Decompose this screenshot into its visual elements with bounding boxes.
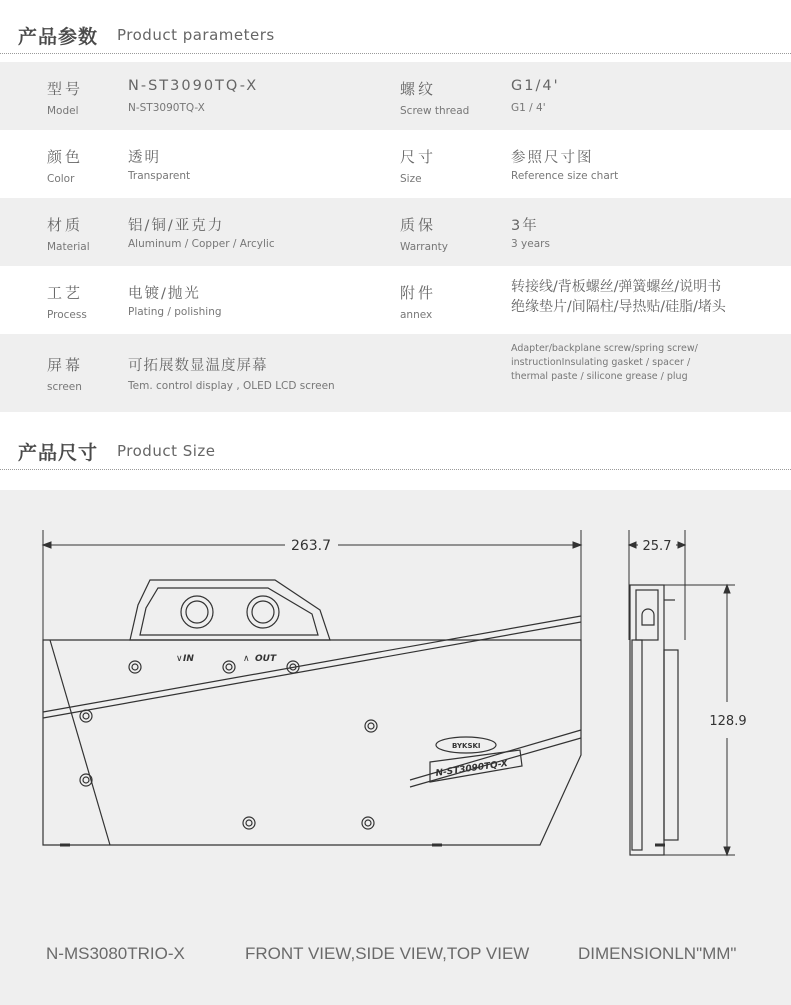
label-cn: 工艺 — [47, 284, 84, 302]
label-cn: 质保 — [400, 216, 437, 234]
value-cn: G1/4' — [511, 78, 560, 94]
value-cn: 透明 — [128, 150, 161, 166]
model-plate-text: N-ST3090TQ-X — [435, 758, 509, 779]
footer-unit: DIMENSIONLN"MM" — [578, 944, 737, 963]
value-en: Reference size chart — [511, 170, 619, 182]
value-en: N-ST3090TQ-X — [128, 102, 205, 114]
width-dimension-label: 263.7 — [290, 538, 332, 554]
label-en: Size — [400, 173, 422, 185]
param-row-model — [0, 62, 791, 130]
size-title-en: Product Size — [117, 442, 216, 460]
label-cn: 螺纹 — [400, 80, 437, 98]
front-view-outline — [43, 580, 581, 845]
side-view-outline — [630, 585, 678, 855]
param-row-material — [0, 198, 791, 266]
params-section-header — [0, 14, 791, 54]
label-en: Model — [47, 105, 79, 117]
label-cn: 材质 — [47, 216, 84, 234]
footer-model: N-MS3080TRIO-X — [46, 944, 185, 963]
value-en: 3 years — [511, 238, 550, 250]
param-row-color — [0, 130, 791, 198]
label-en: Material — [47, 241, 90, 253]
dimension-drawing — [0, 490, 791, 1005]
label-cn: 附件 — [400, 284, 437, 302]
value-en: Tem. control display , OLED LCD screen — [128, 380, 335, 392]
height-dimension-label: 128.9 — [709, 714, 747, 729]
footer-views: FRONT VIEW,SIDE VIEW,TOP VIEW — [245, 944, 530, 963]
value-cn: 参照尺寸图 — [511, 150, 594, 166]
value-en: G1 / 4' — [511, 102, 546, 114]
value-cn: 电镀/抛光 — [128, 286, 201, 302]
value-cn-line1: 转接线/背板螺丝/弹簧螺丝/说明书 — [511, 279, 722, 295]
label-en: Process — [47, 309, 87, 321]
value-cn: 可拓展数显温度屏幕 — [128, 358, 268, 374]
brand-logo-text: BYKSKI — [452, 742, 481, 750]
params-table — [0, 62, 791, 412]
label-cn: 型号 — [47, 80, 84, 98]
value-cn-line2: 绝缘垫片/间隔柱/导热贴/硅脂/堵头 — [511, 299, 726, 315]
param-row-screen — [0, 334, 791, 412]
value-cn: 3年 — [511, 218, 539, 234]
size-title-cn: 产品尺寸 — [18, 442, 99, 464]
value-cn: 铝/铜/亚克力 — [128, 218, 225, 234]
value-en-line2: instructionInsulating gasket / spacer / — [511, 357, 691, 368]
outlet-arrow-icon: ∧ — [243, 654, 250, 664]
value-en: Plating / polishing — [128, 306, 222, 318]
label-cn: 颜色 — [47, 148, 84, 166]
value-en: Transparent — [128, 170, 191, 182]
value-en-line3: thermal paste / silicone grease / plug — [511, 371, 688, 382]
dimension-drawing-svg — [0, 490, 791, 1005]
value-cn: N-ST3090TQ-X — [128, 78, 259, 94]
inlet-arrow-icon: ∨ — [176, 654, 183, 664]
value-en: Aluminum / Copper / Arcylic — [128, 238, 275, 250]
header-divider — [0, 469, 791, 470]
inlet-label: IN — [183, 654, 194, 664]
header-divider — [0, 53, 791, 54]
label-en: annex — [400, 309, 433, 321]
size-section-header — [0, 430, 791, 470]
label-cn: 屏幕 — [47, 356, 84, 374]
label-en: screen — [47, 381, 82, 393]
outlet-label: OUT — [255, 654, 277, 664]
label-en: Warranty — [400, 241, 449, 253]
param-row-process — [0, 266, 791, 334]
value-en-line1: Adapter/backplane screw/spring screw/ — [511, 343, 698, 354]
label-cn: 尺寸 — [400, 148, 437, 166]
thickness-dimension-label: 25.7 — [642, 539, 672, 554]
params-title-cn: 产品参数 — [18, 26, 99, 48]
label-en: Color — [47, 173, 75, 185]
label-en: Screw thread — [400, 105, 470, 117]
params-title-en: Product parameters — [117, 26, 275, 44]
